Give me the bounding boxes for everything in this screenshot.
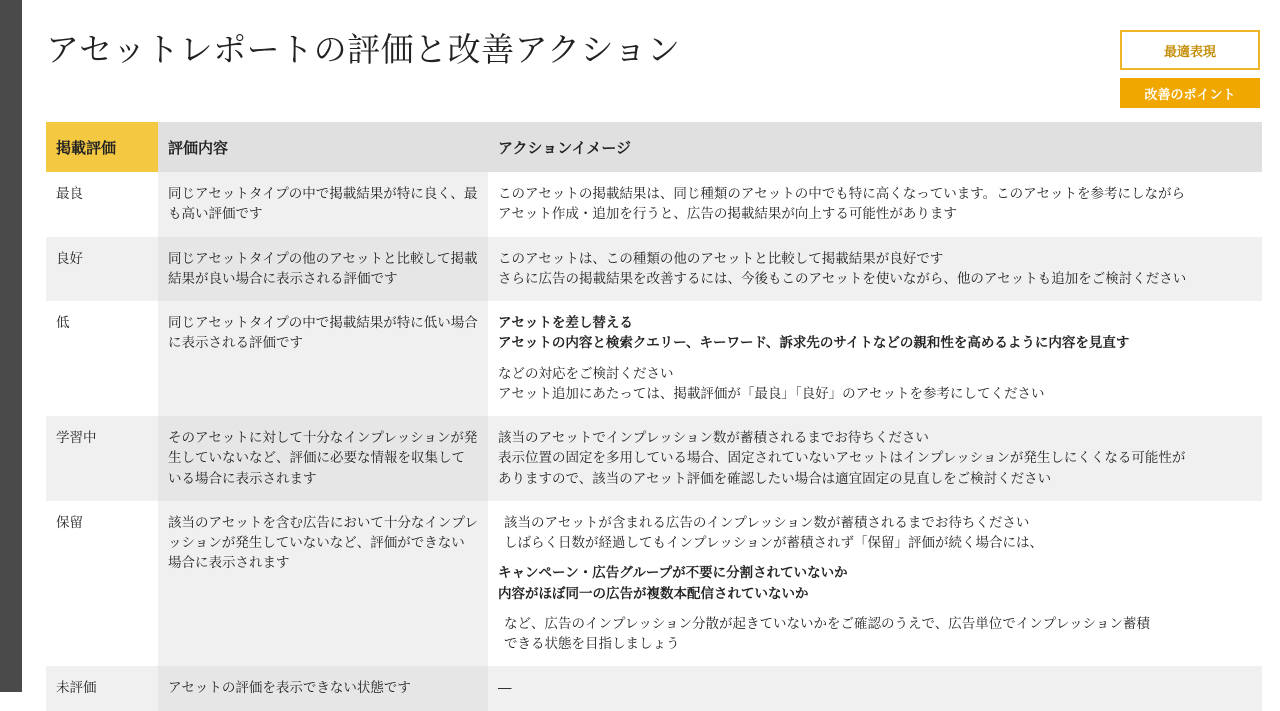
cell-evaluation: 最良: [46, 172, 158, 237]
cell-evaluation: 未評価: [46, 666, 158, 710]
table-row: [46, 666, 1262, 710]
action-line: ありますので、該当のアセット評価を確認したい場合は適宜固定の見直しをご検討ください: [498, 470, 1052, 486]
action-line-spacer: [498, 354, 1252, 364]
column-header-evaluation: 掲載評価: [46, 122, 158, 172]
action-line: さらに広告の掲載結果を改善するには、今後もこのアセットを使いながら、他のアセットも追加をご検討ください: [498, 270, 1187, 286]
action-line: など、広告のインプレッション分散が起きていないかをご確認のうえで、広告単位でインプレッション蓄積: [504, 615, 1150, 631]
action-line: などの対応をご検討ください: [498, 365, 674, 381]
cell-description: 該当のアセットを含む広告において十分なインプレッションが発生していないなど、評価ができない場合に表示されます: [158, 501, 488, 667]
column-header-action: アクションイメージ: [488, 122, 1262, 172]
table-row: [46, 416, 1262, 501]
table-row: [46, 301, 1262, 416]
cell-action: [488, 172, 1262, 237]
column-header-description: 評価内容: [158, 122, 488, 172]
action-line: このアセットは、この種類の他のアセットと比較して掲載結果が良好です: [498, 250, 944, 266]
cell-description: 同じアセットタイプの中で掲載結果が特に低い場合に表示される評価です: [158, 301, 488, 416]
action-line: アセット作成・追加を行うと、広告の掲載結果が向上する可能性があります: [498, 206, 957, 222]
left-accent-bar: [0, 0, 22, 692]
cell-evaluation: 低: [46, 301, 158, 416]
cell-action: [488, 501, 1262, 667]
action-line: —: [498, 680, 512, 696]
action-line: アセット追加にあたっては、掲載評価が「最良」「良好」のアセットを参考にしてください: [498, 385, 1045, 401]
action-line-spacer: [498, 604, 1252, 614]
cell-description: 同じアセットタイプの他のアセットと比較して掲載結果が良い場合に表示される評価です: [158, 237, 488, 302]
page-title: アセットレポートの評価と改善アクション: [46, 31, 681, 68]
action-line: しばらく日数が経過してもインプレッションが蓄積されず「保留」評価が続く場合には、: [504, 535, 1044, 550]
badge-group: [1120, 30, 1260, 108]
cell-description: アセットの評価を表示できない状態です: [158, 666, 488, 710]
cell-evaluation: 学習中: [46, 416, 158, 501]
cell-description: 同じアセットタイプの中で掲載結果が特に良く、最も高い評価です: [158, 172, 488, 237]
action-line-spacer: [498, 553, 1252, 563]
action-line: できる状態を目指しましょう: [504, 636, 680, 651]
action-line: 内容がほぼ同一の広告が複数本配信されていないか: [498, 585, 809, 601]
table-row: [46, 501, 1262, 667]
action-line: 該当のアセットでインプレッション数が蓄積されるまでお待ちください: [498, 430, 929, 445]
action-line: 該当のアセットが含まれる広告のインプレッション数が蓄積されるまでお待ちください: [504, 514, 1030, 530]
cell-action: [488, 416, 1262, 501]
evaluation-table: [46, 122, 1262, 711]
table-row: [46, 172, 1262, 237]
table-body: [46, 172, 1262, 711]
slide-content: [22, 0, 1280, 696]
table-row: [46, 237, 1262, 302]
cell-action: [488, 666, 1262, 710]
cell-action: [488, 237, 1262, 302]
action-line: アセットを差し替える: [498, 315, 633, 330]
badge-best-expression: 最適表現: [1120, 30, 1260, 70]
table-header-row: [46, 122, 1262, 172]
table-header: [46, 122, 1262, 172]
action-line: 表示位置の固定を多用している場合、固定されていないアセットはインプレッションが発生しにくくなる可能性が: [498, 450, 1186, 466]
action-line: このアセットの掲載結果は、同じ種類のアセットの中でも特に高くなっています。このアセットを参考にしながら: [498, 186, 1186, 201]
cell-evaluation: 良好: [46, 237, 158, 302]
cell-evaluation: 保留: [46, 501, 158, 667]
cell-description: そのアセットに対して十分なインプレッションが発生していないなど、評価に必要な情報を収集している場合に表示されます: [158, 416, 488, 501]
badge-improvement-point: 改善のポイント: [1120, 78, 1260, 108]
cell-action: [488, 301, 1262, 416]
action-line: アセットの内容と検索クエリー、キーワード、訴求先のサイトなどの親和性を高めるように内容を見直す: [498, 335, 1130, 351]
action-line: キャンペーン・広告グループが不要に分割されていないか: [498, 565, 848, 581]
